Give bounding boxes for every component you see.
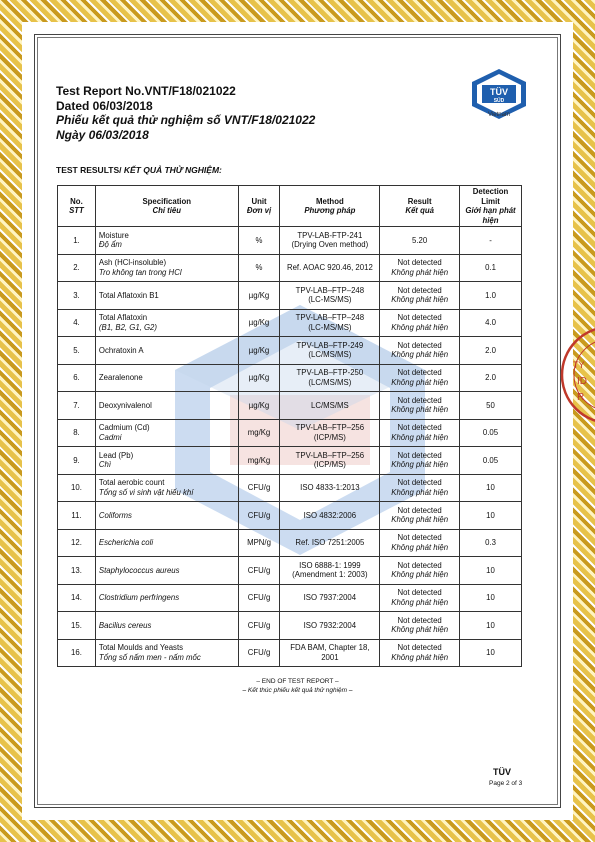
cell-no: 15. xyxy=(58,612,96,640)
cell-no: 9. xyxy=(58,447,96,475)
method: Ref. ISO 7251:2005 xyxy=(295,538,365,547)
svg-text:SÜD: SÜD xyxy=(493,98,505,104)
cell-result xyxy=(380,584,460,612)
cell-unit: CFU/g xyxy=(238,612,280,640)
header-detection-limit: Detection Limit Giới hạn phát hiện xyxy=(460,186,522,227)
cell-unit: mg/Kg xyxy=(238,419,280,447)
cell-method xyxy=(280,612,380,640)
cell-specification xyxy=(95,309,238,337)
end-of-report-vi: – Kết thúc phiếu kết quả thử nghiệm – xyxy=(242,687,353,694)
table-row xyxy=(58,254,522,282)
method: TPV-LAB–FTP-250 xyxy=(296,368,364,378)
specification: Cadmium (Cd) xyxy=(98,423,150,433)
cell-method xyxy=(280,584,380,612)
result-vi: Không phát hiện xyxy=(391,460,449,470)
method-detail: 2001 xyxy=(321,652,339,662)
table-row xyxy=(58,447,522,475)
specification: Coliforms xyxy=(98,510,132,520)
cell-specification xyxy=(95,392,238,420)
cell-unit: CFU/g xyxy=(238,584,280,612)
cell-detection-limit: 4.0 xyxy=(460,309,522,337)
method: LC/MS/MS xyxy=(311,400,349,410)
cell-specification xyxy=(95,529,238,557)
method: TPV-LAB–FTP–256 xyxy=(295,450,365,460)
specification: Bacilius cereus xyxy=(98,620,152,630)
cell-specification xyxy=(95,612,238,640)
cell-detection-limit: - xyxy=(460,227,522,255)
result-vi: Không phát hiện xyxy=(391,542,449,552)
method: ISO 6888-1: 1999 xyxy=(299,560,361,570)
method: FDA BAM, Chapter 18, xyxy=(290,643,370,653)
cell-unit: µg/Kg xyxy=(238,309,280,337)
report-header xyxy=(56,84,315,142)
table-row xyxy=(58,584,522,612)
table-row xyxy=(58,364,522,392)
cell-detection-limit: 0.05 xyxy=(460,419,522,447)
cell-result xyxy=(380,227,460,255)
result: Not detected xyxy=(397,505,442,515)
result-vi: Không phát hiện xyxy=(391,432,449,442)
cell-no: 2. xyxy=(58,254,96,282)
table-row xyxy=(58,392,522,420)
cell-no: 4. xyxy=(58,309,96,337)
results-heading-en: TEST RESULTS/ xyxy=(56,165,122,175)
cell-result xyxy=(380,392,460,420)
specification: Total Aflatoxin B1 xyxy=(98,290,159,300)
method-detail: (Drying Oven method) xyxy=(291,240,369,250)
method-detail: (ICP/MS) xyxy=(313,432,346,442)
cell-specification xyxy=(95,254,238,282)
cell-detection-limit: 2.0 xyxy=(460,364,522,392)
svg-text:R: R xyxy=(577,392,585,403)
method-detail: (LC/MS/MS) xyxy=(308,377,352,387)
result-vi: Không phát hiện xyxy=(391,597,449,607)
specification: Zearalenone xyxy=(98,373,143,382)
method: TPV-LAB–FTP–248 xyxy=(295,285,365,295)
cell-no: 7. xyxy=(58,392,96,420)
result-vi: Không phát hiện xyxy=(391,267,449,277)
cell-result xyxy=(380,529,460,557)
report-date: Dated 06/03/2018 xyxy=(56,98,153,113)
method: ISO 7937:2004 xyxy=(303,593,357,602)
specification-vi: Cadmi xyxy=(98,432,122,442)
specification: Staphylococcus aureus xyxy=(98,565,180,575)
cell-unit: µg/Kg xyxy=(238,337,280,365)
cell-method xyxy=(280,502,380,530)
specification-vi: Tổng số vi sinh vật hiếu khí xyxy=(98,487,194,497)
specification: Total Moulds and Yeasts xyxy=(98,643,184,653)
result: Not detected xyxy=(397,450,442,460)
svg-text:TY: TY xyxy=(573,360,585,370)
page-number: Page 2 of 3 xyxy=(489,780,523,787)
table-row xyxy=(58,227,522,255)
cell-method xyxy=(280,282,380,310)
cell-result xyxy=(380,364,460,392)
cell-detection-limit: 1.0 xyxy=(460,282,522,310)
cell-result xyxy=(380,447,460,475)
result-vi: Không phát hiện xyxy=(391,350,449,360)
result-vi: Không phát hiện xyxy=(391,487,449,497)
method: TPV-LAB–FTP–256 xyxy=(295,423,365,433)
result: Not detected xyxy=(397,423,442,433)
report-date-vi: Ngày 06/03/2018 xyxy=(56,127,149,142)
report-number-vi: Phiếu kết quả thử nghiệm số VNT/F18/021022 xyxy=(56,113,316,127)
cell-specification xyxy=(95,447,238,475)
method-detail: (LC-MS/MS) xyxy=(308,322,352,332)
specification-vi: (B1, B2, G1, G2) xyxy=(98,322,157,332)
cell-specification xyxy=(95,639,238,667)
header-unit: Unit Đơn vị xyxy=(238,186,280,227)
result-vi: Không phát hiện xyxy=(391,570,449,580)
specification-vi: Độ ẩm xyxy=(98,240,122,250)
svg-text:TÜV: TÜV xyxy=(490,87,508,97)
specification-vi: Tro không tan trong HCl xyxy=(98,267,182,277)
cell-specification xyxy=(95,364,238,392)
footer-tuv-logo-icon xyxy=(493,765,523,777)
cell-method xyxy=(280,227,380,255)
method-detail: (LC-MS/MS) xyxy=(308,295,352,305)
specification: Ash (HCl-insoluble) xyxy=(98,258,167,268)
header-specification: Specification Chỉ tiêu xyxy=(95,186,238,227)
result-vi: Không phát hiện xyxy=(391,625,449,635)
cell-detection-limit: 50 xyxy=(460,392,522,420)
red-stamp-icon xyxy=(555,320,595,430)
specification: Escherichia coli xyxy=(98,538,154,547)
cell-unit: MPN/g xyxy=(238,529,280,557)
report-number: Test Report No.VNT/F18/021022 xyxy=(56,84,236,98)
method: ISO 4832:2006 xyxy=(303,510,357,520)
specification: Deoxynivalenol xyxy=(98,400,152,410)
result: Not detected xyxy=(397,368,442,378)
result: Not detected xyxy=(397,395,442,405)
cell-no: 8. xyxy=(58,419,96,447)
method-detail: (ICP/MS) xyxy=(313,460,346,470)
result-vi: Không phát hiện xyxy=(391,295,449,305)
cell-result xyxy=(380,639,460,667)
cell-method xyxy=(280,639,380,667)
cell-specification xyxy=(95,584,238,612)
cell-specification xyxy=(95,502,238,530)
cell-specification xyxy=(95,557,238,585)
cell-no: 13. xyxy=(58,557,96,585)
cell-specification xyxy=(95,337,238,365)
cell-detection-limit: 10 xyxy=(460,639,522,667)
header-method: Method Phương pháp xyxy=(280,186,380,227)
logo-location: Vietnam xyxy=(488,112,510,118)
cell-result xyxy=(380,474,460,502)
cell-unit: CFU/g xyxy=(238,474,280,502)
method-detail: (LC/MS/MS) xyxy=(308,350,352,360)
result-vi: Không phát hiện xyxy=(391,652,449,662)
cell-result xyxy=(380,337,460,365)
result: Not detected xyxy=(397,560,442,570)
cell-unit: CFU/g xyxy=(238,557,280,585)
specification: Ochratoxin A xyxy=(98,345,144,355)
method: TPV-LAB–FTP–248 xyxy=(295,313,365,323)
table-row xyxy=(58,419,522,447)
specification: Lead (Pb) xyxy=(98,450,134,460)
cell-detection-limit: 10 xyxy=(460,612,522,640)
cell-unit: % xyxy=(238,227,280,255)
table-row xyxy=(58,309,522,337)
cell-result xyxy=(380,254,460,282)
specification: Moisture xyxy=(98,230,129,240)
specification: Clostridium perfringens xyxy=(98,593,180,602)
end-of-report-en: – END OF TEST REPORT – xyxy=(256,678,339,685)
cell-unit: µg/Kg xyxy=(238,364,280,392)
cell-detection-limit: 10 xyxy=(460,557,522,585)
result: 5.20 xyxy=(412,235,428,245)
svg-text:ID: ID xyxy=(577,376,587,387)
cell-unit: mg/Kg xyxy=(238,447,280,475)
cell-no: 6. xyxy=(58,364,96,392)
cell-method xyxy=(280,529,380,557)
cell-specification xyxy=(95,474,238,502)
cell-method xyxy=(280,309,380,337)
result: Not detected xyxy=(397,533,442,543)
cell-method xyxy=(280,364,380,392)
method: ISO 4833-1:2013 xyxy=(300,483,360,492)
cell-specification xyxy=(95,227,238,255)
cell-method xyxy=(280,447,380,475)
cell-method xyxy=(280,419,380,447)
cell-detection-limit: 10 xyxy=(460,502,522,530)
cell-specification xyxy=(95,419,238,447)
method: Ref. AOAC 920.46, 2012 xyxy=(286,263,373,272)
cell-detection-limit: 10 xyxy=(460,584,522,612)
test-results-heading xyxy=(56,165,222,175)
specification-vi: Chì xyxy=(98,460,112,470)
cell-no: 11. xyxy=(58,502,96,530)
table-row xyxy=(58,282,522,310)
cell-no: 12. xyxy=(58,529,96,557)
cell-no: 3. xyxy=(58,282,96,310)
cell-result xyxy=(380,557,460,585)
method: TPV-LAB–FTP-249 xyxy=(296,340,364,350)
result: Not detected xyxy=(397,258,442,268)
cell-no: 14. xyxy=(58,584,96,612)
result: Not detected xyxy=(397,478,442,488)
result: Not detected xyxy=(397,313,442,323)
result: Not detected xyxy=(397,588,442,598)
result-vi: Không phát hiện xyxy=(391,405,449,415)
cell-method xyxy=(280,474,380,502)
result: Not detected xyxy=(397,643,442,653)
cell-result xyxy=(380,309,460,337)
cell-unit: CFU/g xyxy=(238,639,280,667)
table-row xyxy=(58,557,522,585)
result: Not detected xyxy=(397,285,442,295)
specification-vi: Tổng số nấm men - nấm mốc xyxy=(98,652,201,662)
cell-method xyxy=(280,392,380,420)
table-row xyxy=(58,529,522,557)
method-detail: (Amendment 1: 2003) xyxy=(292,570,368,580)
cell-no: 16. xyxy=(58,639,96,667)
result: Not detected xyxy=(397,615,442,625)
cell-detection-limit: 0.1 xyxy=(460,254,522,282)
cell-method xyxy=(280,337,380,365)
cell-detection-limit: 10 xyxy=(460,474,522,502)
cell-unit: CFU/g xyxy=(238,502,280,530)
cell-result xyxy=(380,419,460,447)
cell-result xyxy=(380,282,460,310)
cell-detection-limit: 2.0 xyxy=(460,337,522,365)
cell-no: 1. xyxy=(58,227,96,255)
cell-detection-limit: 0.3 xyxy=(460,529,522,557)
specification: Total aerobic count xyxy=(98,478,165,488)
cell-unit: µg/Kg xyxy=(238,282,280,310)
table-row xyxy=(58,502,522,530)
svg-text:TÜV: TÜV xyxy=(493,767,511,777)
cell-no: 5. xyxy=(58,337,96,365)
result: Not detected xyxy=(397,340,442,350)
table-row xyxy=(58,474,522,502)
results-heading-vi: KẾT QUẢ THỬ NGHIỆM: xyxy=(121,165,222,175)
method: ISO 7932:2004 xyxy=(303,620,357,630)
header-no: No. STT xyxy=(58,186,96,227)
table-row xyxy=(58,337,522,365)
cell-unit: µg/Kg xyxy=(238,392,280,420)
end-of-report xyxy=(0,677,595,695)
test-results-table xyxy=(57,185,522,667)
cell-specification xyxy=(95,282,238,310)
method: TPV-LAB-FTP-241 xyxy=(297,230,363,240)
table-row xyxy=(58,639,522,667)
specification: Total Aflatoxin xyxy=(98,313,148,323)
table-row xyxy=(58,612,522,640)
result-vi: Không phát hiện xyxy=(391,377,449,387)
cell-method xyxy=(280,557,380,585)
table-header-row xyxy=(58,186,522,227)
header-result: Result Kết quả xyxy=(380,186,460,227)
result-vi: Không phát hiện xyxy=(391,322,449,332)
cell-detection-limit: 0.05 xyxy=(460,447,522,475)
cell-result xyxy=(380,502,460,530)
cell-no: 10. xyxy=(58,474,96,502)
cell-unit: % xyxy=(238,254,280,282)
cell-result xyxy=(380,612,460,640)
result-vi: Không phát hiện xyxy=(391,515,449,525)
cell-method xyxy=(280,254,380,282)
